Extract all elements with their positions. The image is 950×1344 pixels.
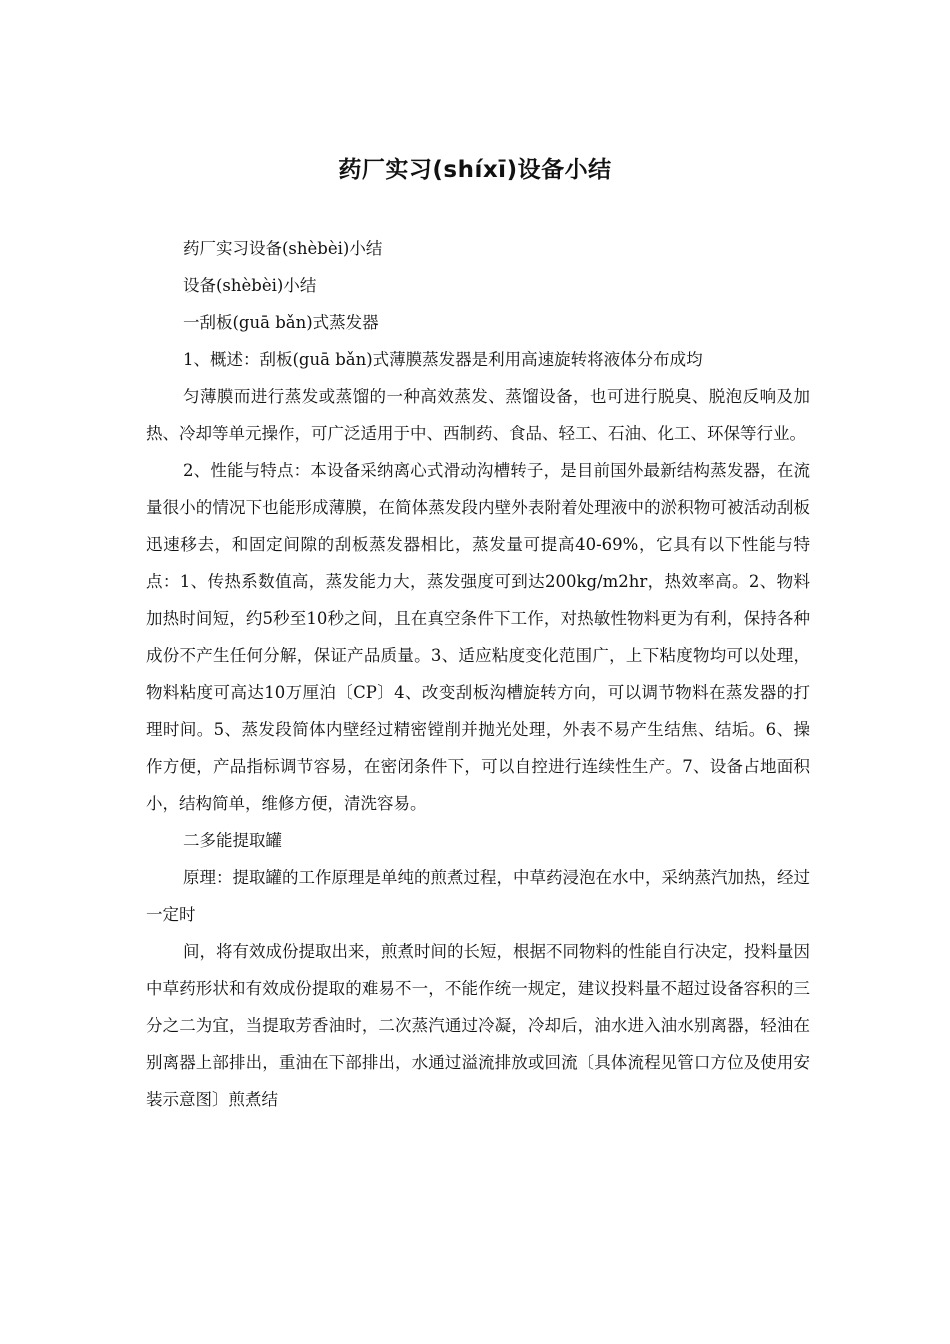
heading-scraper-evaporator: 一刮板(guā bǎn)式蒸发器 <box>183 313 379 332</box>
heading-extraction-tank: 二多能提取罐 <box>183 831 282 850</box>
paragraph-section-label: 设备(shèbèi)小结 <box>183 276 317 295</box>
paragraph-overview: 匀薄膜而进行蒸发或蒸馏的一种高效蒸发、蒸馏设备，也可进行脱臭、脱泡反响及加热、冷却等单元操作，可广泛适用于中、西制药、食品、轻工、石油、化工、环保等行业。 <box>146 387 810 443</box>
document-body <box>146 230 810 1118</box>
paragraph-subtitle: 药厂实习设备(shèbèi)小结 <box>183 239 383 258</box>
paragraph-features: 2、性能与特点：本设备采纳离心式滑动沟槽转子，是目前国外最新结构蒸发器，在流量很小的情况下也能形成薄膜，在简体蒸发段内壁外表附着处理液中的淤积物可被活动刮板迅速移去，和固定间隙的刮板蒸发器相比，蒸发量可提高40-69%，它具有以下性能与特点：1、传热系数值高，蒸发能力大，蒸发强度可到达200kg/m2hr，热效率高。2、物料加热时间短，约5秒至10秒之间，且在真空条件下工作，对热敏性物料更为有利，保持各种成份不产生任何分解，保证产品质量。3、适应粘度变化范围广，上下粘度物均可以处理，物料粘度可高达10万厘泊〔CP〕4、改变刮板沟槽旋转方向，可以调节物料在蒸发器的打理时间。5、蒸发段简体内壁经过精密镗削并抛光处理，外表不易产生结焦、结垢。6、操作方便，产品指标调节容易，在密闭条件下，可以自控进行连续性生产。7、设备占地面积小，结构简单，维修方便，清洗容易。 <box>146 461 810 813</box>
document-title: 药厂实习(shíxī)设备小结 <box>338 157 612 183</box>
paragraph-overview-start: 1、概述：刮板(guā bǎn)式薄膜蒸发器是利用高速旋转将液体分布成均 <box>183 350 703 369</box>
paragraph-principle: 间，将有效成份提取出来，煎煮时间的长短，根据不同物料的性能自行决定，投料量因中草药形状和有效成份提取的难易不一，不能作统一规定，建议投料量不超过设备容积的三分之二为宜，当提取芳香油时，二次蒸汽通过冷凝，冷却后，油水进入油水别离器，轻油在别离器上部排出，重油在下部排出，水通过溢流排放或回流〔具体流程见管口方位及使用安装示意图〕煎煮结 <box>146 942 810 1109</box>
paragraph-principle-start: 原理：提取罐的工作原理是单纯的煎煮过程，中草药浸泡在水中，采纳蒸汽加热，经过一定时 <box>146 868 810 924</box>
